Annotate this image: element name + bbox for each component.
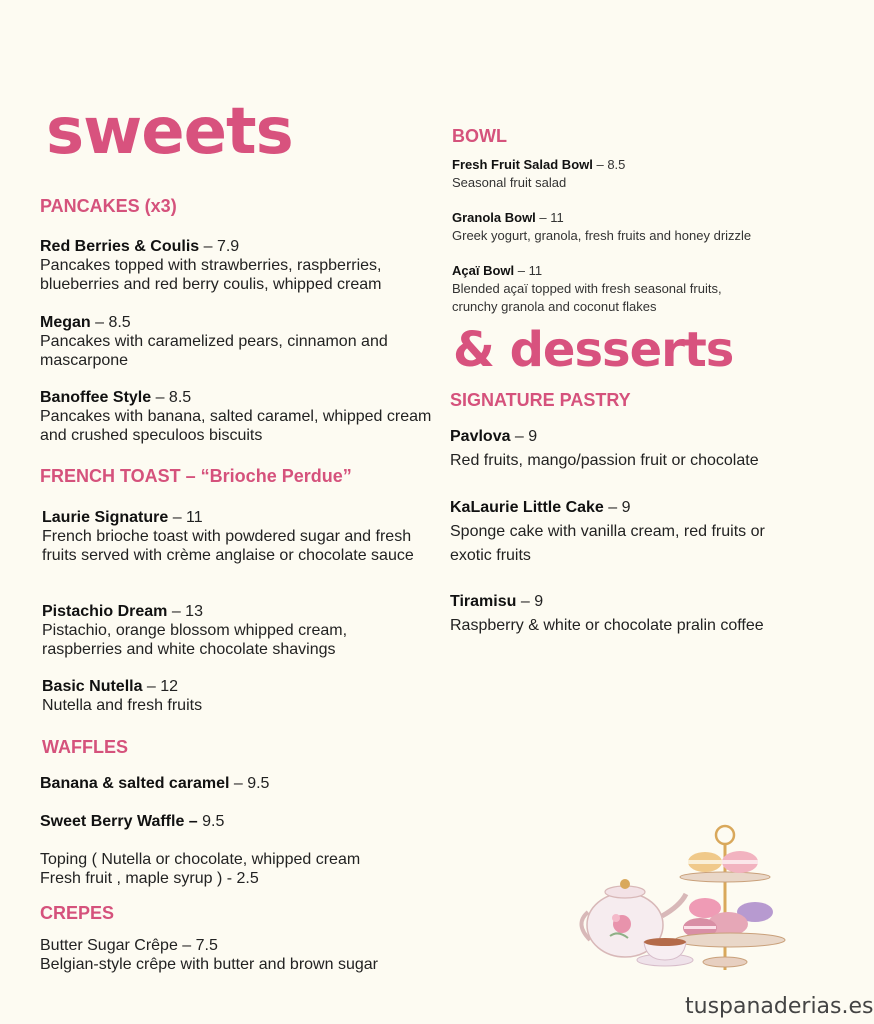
desserts-title: & desserts (453, 322, 734, 378)
menu-item (40, 388, 435, 445)
menu-item (42, 677, 427, 715)
item-description: Belgian-style crêpe with butter and brown sugar (40, 956, 378, 973)
item-description: Blended açaï topped with fresh seasonal fruits, crunchy granola and coconut flakes (452, 281, 722, 314)
item-price: – 12 (142, 678, 179, 695)
item-price: – 13 (167, 603, 203, 620)
menu-item (40, 812, 435, 831)
item-name: Banana & salted caramel (40, 775, 230, 792)
item-name: Fresh Fruit Salad Bowl (452, 157, 593, 172)
item-price: – 7.9 (199, 238, 240, 255)
signature-pastry-heading: SIGNATURE PASTRY (450, 390, 631, 410)
item-price: 9.5 (197, 813, 225, 830)
item-name: Laurie Signature (42, 509, 169, 526)
waffles-heading: WAFFLES (42, 737, 128, 757)
topping-note (40, 850, 435, 888)
item-description: Seasonal fruit salad (452, 175, 567, 190)
item-name: Pavlova (450, 428, 511, 445)
item-description: Pancakes topped with strawberries, raspberries, blueberries and red berry coulis, whipped cream (40, 257, 382, 293)
item-price: – 11 (168, 509, 203, 526)
item-description: Sponge cake with vanilla cream, red fruits or exotic fruits (450, 523, 765, 564)
french-toast-heading: FRENCH TOAST – “Brioche Perdue” (40, 466, 352, 486)
item-price: – 9 (510, 428, 538, 445)
menu-item (452, 262, 762, 316)
sweets-title: sweets (46, 95, 293, 169)
item-description: Raspberry & white or chocolate pralin coffee (450, 617, 764, 634)
menu-item (42, 508, 427, 565)
menu-item (40, 774, 435, 793)
item-price: – 9.5 (229, 775, 270, 792)
menu-item (450, 590, 820, 638)
crepes-heading: CREPES (40, 903, 115, 923)
menu-item (40, 237, 435, 294)
item-price: – 8.5 (592, 157, 626, 172)
item-name: Banoffee Style (40, 389, 152, 406)
item-description: French brioche toast with powdered sugar and fresh fruits served with crème anglaise or chocolate sauce (42, 528, 414, 564)
item-price: – 9 (603, 499, 631, 516)
menu-item (40, 313, 435, 370)
menu-item (40, 936, 440, 974)
menu-item (450, 425, 810, 473)
item-price: – 11 (535, 210, 564, 225)
item-description: Pancakes with banana, salted caramel, whipped cream and crushed speculoos biscuits (40, 408, 432, 444)
menu-item (450, 496, 795, 568)
menu-item (452, 156, 792, 192)
menu-item (452, 209, 797, 245)
item-description: Greek yogurt, granola, fresh fruits and honey drizzle (452, 228, 752, 243)
item-description: Pistachio, orange blossom whipped cream, raspberries and white chocolate shavings (42, 622, 348, 658)
item-price: – 9 (516, 593, 544, 610)
topping-line: Fresh fruit , maple syrup ) - 2.5 (40, 870, 259, 887)
item-name: Tiramisu (450, 593, 517, 610)
pancakes-heading: PANCAKES (x3) (40, 196, 177, 216)
watermark: tuspanaderias.es (685, 994, 874, 1019)
item-name: Granola Bowl (452, 210, 536, 225)
item-name: KaLaurie Little Cake (450, 499, 604, 516)
item-price: – 8.5 (90, 314, 131, 331)
bowl-heading: BOWL (452, 126, 507, 146)
item-price: – 11 (514, 263, 543, 278)
menu-item (42, 602, 427, 659)
teapot-macaron-illustration (580, 820, 800, 980)
item-description: Pancakes with caramelized pears, cinnamon and mascarpone (40, 333, 388, 369)
item-description: Nutella and fresh fruits (42, 697, 203, 714)
item-description: Red fruits, mango/passion fruit or chocolate (450, 452, 759, 469)
item-name: Butter Sugar Crêpe – 7.5 (40, 937, 218, 954)
topping-line: Toping ( Nutella or chocolate, whipped cream (40, 851, 361, 868)
item-name: Red Berries & Coulis (40, 238, 200, 255)
item-name: Açaï Bowl (452, 263, 515, 278)
item-name: Pistachio Dream (42, 603, 168, 620)
item-name: Sweet Berry Waffle – (40, 813, 198, 830)
item-price: – 8.5 (151, 389, 192, 406)
item-name: Megan (40, 314, 91, 331)
item-name: Basic Nutella (42, 678, 143, 695)
